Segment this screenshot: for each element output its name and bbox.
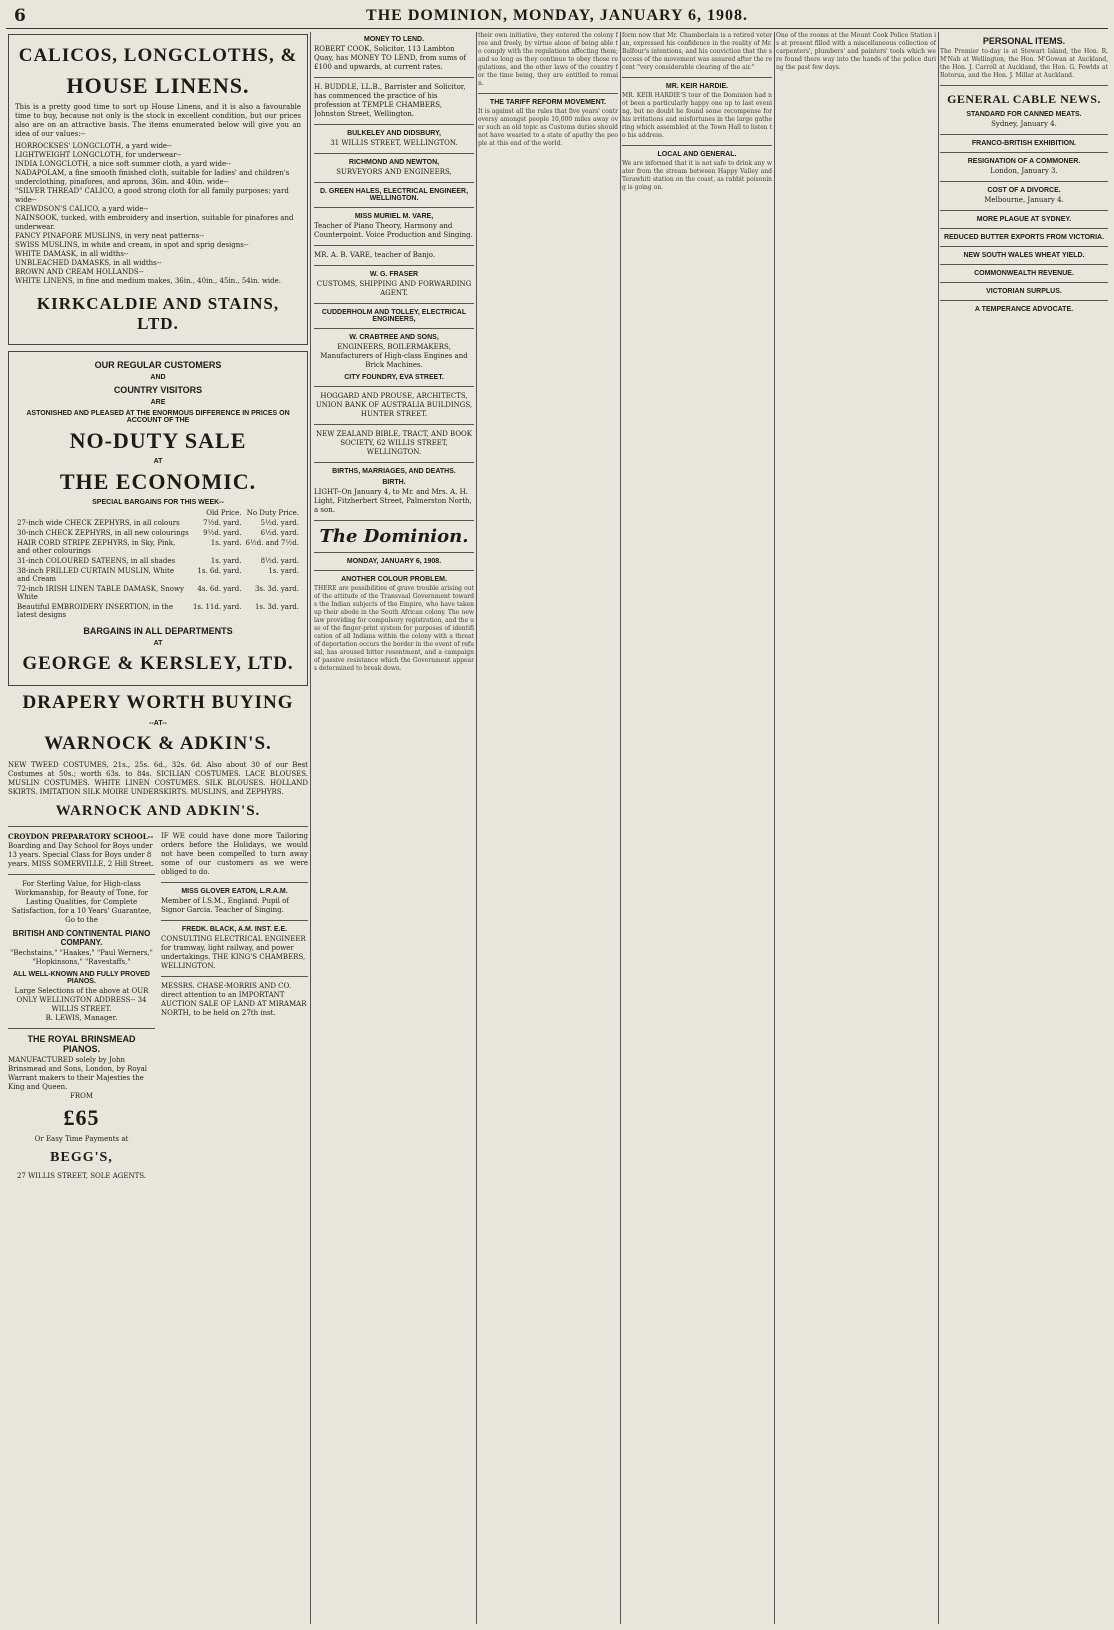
- franco-heading: FRANCO-BRITISH EXHIBITION.: [971, 140, 1077, 147]
- vare-body: Teacher of Piano Theory, Harmony and Counterpoint. Voice Production and Singing.: [314, 222, 473, 239]
- calicos-item: INDIA LONGCLOTH, a nice soft summer cloth, a yard wide--: [15, 160, 231, 168]
- banjo-ad: MR. A. B. VARE, teacher of Banjo.: [314, 251, 436, 259]
- new-price-cell: 1s. 3d. yard.: [254, 603, 299, 611]
- tariff-text: It is against all the rules that five years' controversy amongst people 10,000 miles away over such an old topic as Customs duties should not have wearied to a state of apathy the people at this end of the world.: [478, 108, 618, 147]
- piano-brands2: "Hopkinsons," "Ravestaffs,": [32, 958, 131, 966]
- piano-for: For Sterling Value, for High-class Workmanship, for Beauty of Tone, for Lasting Qualities, for Complete Satisfaction, for a 10 Years' Guarantee,: [11, 880, 152, 915]
- calicos-item: NADAPOLAM, a fine smooth finished cloth, suitable for ladies' and children's underclothing, pinafores, and aprons, 36in. and 40in. wide--: [15, 169, 290, 186]
- bulkeley-name: BULKELEY AND DIDSBURY,: [347, 130, 441, 137]
- local-heading: LOCAL AND GENERAL.: [657, 151, 737, 158]
- piano-goto: Go to the: [65, 916, 98, 924]
- economic-line2: AND: [150, 374, 166, 381]
- editorial-text: their own initiative, they entered the colony free and freely, by virtue alone of being able to comply with the regulations affecting them; and so long as they continue to obey those regulations, and the other laws of the country for the time being, they are entitled to remain.: [478, 32, 618, 87]
- birth-notice: LIGHT--On January 4, to Mr. and Mrs. A. H. Light, Fitzherbert Street, Palmerston North, a son.: [314, 488, 472, 514]
- black-name: FREDK. BLACK, A.M. INST. E.E.: [181, 926, 288, 933]
- piano-brands: "Bechstains," "Haakes," "Paul Werners,": [10, 949, 153, 957]
- wheat-heading: NEW SOUTH WALES WHEAT YIELD.: [963, 252, 1085, 259]
- green-hales: D. GREEN HALES, ELECTRICAL ENGINEER, WELLINGTON.: [319, 188, 469, 202]
- calicos-item: NAINSOOK, tucked, with embroidery and insertion, suitable for pinafores and underwear.: [15, 214, 294, 231]
- tailoring-body: IF WE could have done more Tailoring orders before the Holidays, we would not have been compelled to turn away some of our customers as we were obliged to do.: [161, 832, 308, 876]
- calicos-item: CREWDSON'S CALICO, a yard wide--: [15, 205, 149, 213]
- professional-ads: [161, 832, 308, 1181]
- calicos-item: UNBLEACHED DAMASKS, in all widths--: [15, 259, 162, 267]
- kirkcaldie-footer: KIRKCALDIE AND STAINS, LTD.: [36, 294, 280, 333]
- item-cell: HAIR CORD STRIPE ZEPHYRS, in Sky, Pink, and other colourings: [17, 539, 176, 555]
- tariff-heading: THE TARIFF REFORM MOVEMENT.: [489, 99, 607, 106]
- column-professional-cards: [314, 32, 474, 1624]
- brinsmead-body: MANUFACTURED solely by John Brinsmead and Sons, London, by Royal Warrant makers to their Majesties the King and Queen.: [8, 1056, 147, 1091]
- black-body: CONSULTING ELECTRICAL ENGINEER for tramway, light railway, and power undertakings. THE KING'S CHAMBERS, WELLINGTON.: [161, 935, 306, 970]
- warnock-at: --AT--: [149, 720, 167, 727]
- table-row: [15, 538, 301, 556]
- calicos-item: SWISS MUSLINS, in white and cream, in spot and sprig designs--: [15, 241, 249, 249]
- chamberlain-text: form now that Mr. Chamberlain is a retired veteran, expressed his confidence in the reality of Mr. Balfour's intentions, and his conviction that the success of the movement was assured after the recent "very considerable clearing of the air.": [622, 32, 772, 71]
- croydon-title: CROYDON PREPARATORY SCHOOL--: [8, 832, 154, 841]
- hardie-heading: MR. KEIR HARDIE.: [665, 83, 729, 90]
- table-row: [15, 602, 301, 620]
- economic-at: AT: [153, 458, 163, 465]
- old-price-cell: 1s. yard.: [210, 557, 242, 565]
- new-price-cell: 1s. yard.: [268, 567, 299, 575]
- crabtree-body: ENGINEERS, BOILERMAKERS, Manufacturers of High-class Engines and Brick Machines.: [320, 343, 468, 369]
- glover-body: Member of I.S.M., England. Pupil of Signor Garcia. Teacher of Singing.: [161, 897, 289, 914]
- table-row: [15, 556, 301, 566]
- bcp-name: BRITISH AND CONTINENTAL PIANO COMPANY.: [12, 929, 151, 947]
- paper-name: The Dominion.: [319, 526, 469, 547]
- no-duty-sale: NO-DUTY SALE: [69, 428, 247, 453]
- surplus-heading: VICTORIAN SURPLUS.: [986, 288, 1062, 295]
- col-new-price: No Duty Price.: [246, 509, 299, 517]
- canned-meats: STANDARD FOR CANNED MEATS.: [966, 111, 1082, 118]
- calicos-item: WHITE LINENS, in fine and medium makes, 36in., 40in., 45in., 54in. wide.: [15, 277, 282, 285]
- fraser-name: W. G. FRASER: [369, 271, 419, 278]
- column-rule: [476, 32, 477, 1624]
- richmond-sub: SURVEYORS AND ENGINEERS,: [336, 168, 452, 176]
- personal-text: The Premier to-day is at Stewart Island, the Hon. R. M'Nab at Wellington, the Hon. M'Gowan at Auckland, the Hon. J. Carroll at Auckland, the Hon. G. Fowlds at Rotorua, and the Hon. J. Millar at Auckland.: [940, 48, 1108, 79]
- revenue-heading: COMMONWEALTH REVENUE.: [974, 270, 1074, 277]
- table-row: [15, 584, 301, 602]
- george-kersley: GEORGE & KERSLEY, LTD.: [22, 653, 294, 674]
- column-rule: [310, 32, 311, 1624]
- bible-society-ad: NEW ZEALAND BIBLE, TRACT, AND BOOK SOCIETY, 62 WILLIS STREET, WELLINGTON.: [315, 430, 473, 456]
- column-news: [622, 32, 772, 1624]
- table-row: [15, 518, 301, 528]
- brinsmead-title: THE ROYAL BRINSMEAD PIANOS.: [27, 1034, 136, 1054]
- resignation-heading: RESIGNATION OF A COMMONER.: [967, 158, 1081, 165]
- warnock-footer: WARNOCK AND ADKIN'S.: [55, 803, 261, 819]
- economic-line1: OUR REGULAR CUSTOMERS: [94, 360, 222, 370]
- warnock-firm: WARNOCK & ADKIN'S.: [44, 733, 272, 754]
- glover-name: MISS GLOVER EATON, L.R.A.M.: [181, 888, 288, 895]
- piano-all: ALL WELL-KNOWN AND FULLY PROVED PIANOS.: [13, 971, 150, 985]
- bulkeley-address: 31 WILLIS STREET, WELLINGTON.: [330, 139, 458, 147]
- table-row: [15, 566, 301, 584]
- item-cell: Beautiful EMBROIDERY INSERTION, in the latest designs: [17, 603, 174, 619]
- column-editorial: [478, 32, 618, 1624]
- item-cell: 38-inch FRILLED CURTAIN MUSLIN, White and Cream: [17, 567, 174, 583]
- new-price-cell: 8½d. yard.: [260, 557, 299, 565]
- old-price-cell: 1s. 6d. yard.: [197, 567, 242, 575]
- lower-ads: [8, 832, 308, 1181]
- city-foundry: CITY FOUNDRY, EVA STREET.: [344, 374, 444, 381]
- piano-manager: B. LEWIS, Manager.: [45, 1014, 118, 1022]
- butter-heading: REDUCED BUTTER EXPORTS FROM VICTORIA.: [943, 234, 1105, 241]
- leader-title: ANOTHER COLOUR PROBLEM.: [341, 576, 447, 583]
- piano-large: Large Selections of the above at OUR ONLY WELLINGTON ADDRESS-- 34 WILLIS STREET.: [14, 987, 149, 1013]
- leader-date: MONDAY, JANUARY 6, 1908.: [346, 558, 442, 565]
- item-cell: 27-inch wide CHECK ZEPHYRS, in all colours: [17, 519, 180, 527]
- calicos-item: FANCY PINAFORE MUSLINS, in very neat patterns--: [15, 232, 204, 240]
- hoggard-ad: HOGGARD AND PROUSE, ARCHITECTS, UNION BANK OF AUSTRALIA BUILDINGS, HUNTER STREET.: [315, 392, 473, 418]
- brinsmead-price: £65: [63, 1105, 100, 1130]
- births-heading: BIRTHS, MARRIAGES, AND DEATHS.: [332, 468, 456, 475]
- cable-heading: GENERAL CABLE NEWS.: [947, 92, 1101, 106]
- old-price-cell: 1s. yard.: [210, 539, 242, 547]
- crabtree-name: W. CRABTREE AND SONS,: [349, 334, 439, 341]
- old-price-cell: 9½d. yard.: [203, 529, 242, 537]
- old-price-cell: 7½d. yard.: [203, 519, 242, 527]
- richmond-name: RICHMOND AND NEWTON,: [348, 159, 440, 166]
- economic-line4: ARE: [150, 399, 166, 406]
- buddle-ad: H. BUDDLE, LL.B., Barrister and Solicitor, has commenced the practice of his profession at TEMPLE CHAMBERS, Johnston Street, Wellington.: [314, 83, 466, 118]
- calicos-item: WHITE DAMASK, in all widths--: [15, 250, 129, 258]
- cudderholm-name: CUDDERHOLM AND TOLLEY, ELECTRICAL ENGINEERS,: [321, 309, 467, 323]
- special-bargains: SPECIAL BARGAINS FOR THIS WEEK--: [92, 499, 224, 506]
- divorce-heading: COST OF A DIVORCE.: [987, 187, 1061, 194]
- calicos-item: HORROCKSES' LONGCLOTH, a yard wide--: [15, 142, 172, 150]
- col-old-price: Old Price.: [206, 509, 242, 517]
- old-price-cell: 4s. 6d. yard.: [197, 585, 242, 593]
- warnock-title: DRAPERY WORTH BUYING: [22, 692, 294, 713]
- temperance-heading: A TEMPERANCE ADVOCATE.: [974, 306, 1074, 313]
- brinsmead-from: FROM: [69, 1092, 94, 1100]
- croydon-body: Boarding and Day School for Boys under 13 years. Special Class for Boys under 8 years. MISS SOMERVILLE, 2 Hill Street.: [8, 842, 154, 868]
- item-cell: 72-inch IRISH LINEN TABLE DAMASK, Snowy White: [17, 585, 184, 601]
- chase-body: MESSRS. CHASE-MORRIS AND CO. direct attention to an IMPORTANT AUCTION SALE OF LAND AT MIRAMAR NORTH, to be held on 27th inst.: [161, 982, 307, 1017]
- beggs: BEGG'S,: [50, 1150, 113, 1165]
- hardie-text: MR. KEIR HARDIE'S tour of the Dominion had not been a particularly happy one up to last evening, but no doubt he found some recompense for his irritations and misfortunes in the large gathering which assembled at the Town Hall to listen to his address.: [622, 92, 772, 139]
- local-text: We are informed that it is not safe to drink any water from the stream between Happy Valley and Terawhiti station on the coast, as rabbit poisoning is going on.: [622, 160, 772, 191]
- cook-ad: ROBERT COOK, Solicitor, 113 Lambton Quay, has MONEY TO LEND, from sums of £100 and upwards, at current rates.: [314, 45, 467, 71]
- calicos-ad: [8, 34, 308, 345]
- sydney-dateline: Sydney, January 4.: [991, 120, 1057, 128]
- money-to-lend: MONEY TO LEND.: [363, 36, 425, 43]
- warnock-body: NEW TWEED COSTUMES, 21s., 25s. 6d., 32s. 6d. Also about 30 of our Best Costumes at 50s.; worth 63s. to 84s. SICILIAN COSTUMES. LACE BLOUSES. MUSLIN COSTUMES. WHITE LINEN COSTUMES. SILK BLOUSES. HOLLAND SKIRTS. IMITATION SILK MOIRE UNDERSKIRTS. MUSLINS, and ZEPHYRS.: [8, 761, 308, 796]
- column-cables: [940, 32, 1108, 1624]
- melbourne-dateline: Melbourne, January 4.: [984, 196, 1064, 204]
- item-cell: 31-inch COLOURED SATEENS, in all shades: [17, 557, 176, 565]
- calicos-item: BROWN AND CREAM HOLLANDS--: [15, 268, 144, 276]
- calicos-item: "SILVER THREAD" CALICO, a good strong cloth for all family purposes; yard wide--: [15, 187, 289, 204]
- calicos-intro: This is a pretty good time to sort up House Linens, and it is also a favourable time to buy, because not only is the stock in excellent condition, but our prices also are on an attractive basis. The items enumerated below will give you an idea of our values:--: [15, 103, 301, 138]
- masthead: [6, 4, 1108, 29]
- new-price-cell: 5½d. yard.: [260, 519, 299, 527]
- the-economic: THE ECONOMIC.: [59, 469, 257, 494]
- table-row: [15, 528, 301, 538]
- new-price-cell: 6½d. and 7½d.: [245, 539, 299, 547]
- calicos-title-line1: CALICOS, LONGCLOTHS, &: [18, 45, 298, 66]
- london-dateline: London, January 3.: [990, 167, 1058, 175]
- brinsmead-terms: Or Easy Time Payments at: [34, 1135, 129, 1143]
- birth-heading: BIRTH.: [382, 479, 406, 486]
- vare-name: MISS MURIEL M. VARE,: [354, 213, 434, 220]
- leader-text: THERE are possibilities of grave trouble arising out of the attitude of the Transvaal Government towards the Indian subjects of the Empire, who have taken up their abode in the South African colony. The new law providing for compulsory registration, and the use of the finger-print system for purposes of identification of all Indians within the colony with a threat of deportation occurs the border in the event of refusal, has aroused bitter resentment, and a campaign of passive resistance which the Government appears determined to break down.: [314, 585, 474, 672]
- fraser-body: CUSTOMS, SHIPPING AND FORWARDING AGENT.: [316, 280, 472, 297]
- new-price-cell: 6½d. yard.: [260, 529, 299, 537]
- old-price-cell: 1s. 11d. yard.: [192, 603, 242, 611]
- piano-ads: [8, 832, 155, 1181]
- column-advertisements: [8, 32, 308, 1624]
- bargains-all-departments: BARGAINS IN ALL DEPARTMENTS: [83, 626, 233, 636]
- column-rule: [620, 32, 621, 1624]
- warnock-ad: [8, 692, 308, 820]
- economic-line5: ASTONISHED AND PLEASED AT THE ENORMOUS DIFFERENCE IN PRICES ON ACCOUNT OF THE: [26, 410, 290, 424]
- economic-ad: [8, 351, 308, 686]
- page-title: THE DOMINION, MONDAY, JANUARY 6, 1908.: [366, 7, 748, 24]
- police-text: One of the rooms at the Mount Cook Police Station is at present filled with a miscellaneous collection of carpenters', plumbers' and painters' tools which were found there way into the hands of the police during the past few days.: [776, 32, 936, 71]
- economic-line3: COUNTRY VISITORS: [113, 385, 203, 395]
- item-cell: 30-inch CHECK ZEPHYRS, in all new colourings: [17, 529, 189, 537]
- personal-heading: PERSONAL ITEMS.: [982, 36, 1066, 46]
- calicos-item: LIGHTWEIGHT LONGCLOTH, for underwear--: [15, 151, 182, 159]
- column-rule: [938, 32, 939, 1624]
- economic-at2: AT: [153, 640, 163, 647]
- beggs-address: 27 WILLIS STREET, SOLE AGENTS.: [16, 1172, 147, 1180]
- price-table: [15, 508, 301, 620]
- new-price-cell: 3s. 3d. yard.: [254, 585, 299, 593]
- calicos-title-line2: HOUSE LINENS.: [66, 73, 250, 98]
- column-rule: [774, 32, 775, 1624]
- page-number: 6: [14, 6, 26, 26]
- column-local-news: [776, 32, 936, 1624]
- plague-heading: MORE PLAGUE AT SYDNEY.: [976, 216, 1072, 223]
